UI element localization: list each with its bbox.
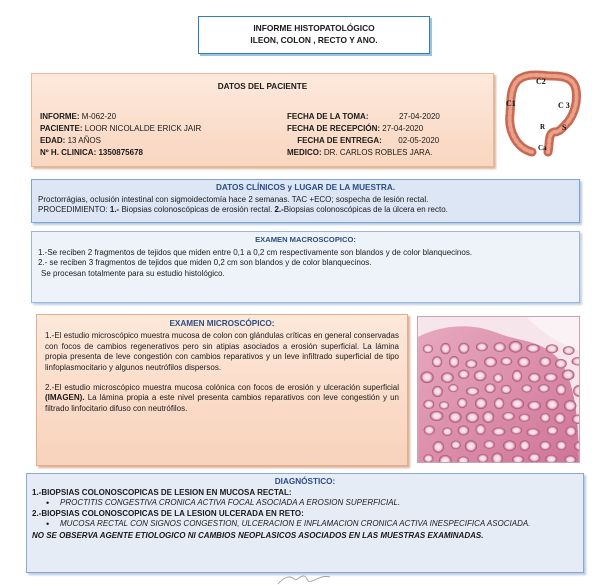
microscopic-header: EXAMEN MICROSCÓPICO:	[169, 319, 275, 328]
hclinica-label: Nº H. CLINICA:	[40, 148, 97, 157]
crypt-gland	[449, 356, 459, 368]
fecha-recepcion-row	[287, 123, 440, 135]
medico-value: DR. CARLOS ROBLES JARA.	[323, 148, 433, 157]
crypt-gland	[501, 357, 513, 365]
crypt-gland	[503, 440, 516, 451]
crypt-gland	[564, 400, 576, 411]
crypt-gland	[563, 346, 575, 355]
hclinica-value: 1350875678	[98, 148, 143, 157]
crypt-gland	[554, 413, 565, 424]
crypt-gland	[526, 344, 540, 353]
crypt-gland	[430, 411, 444, 421]
crypt-gland	[465, 359, 477, 368]
diagram-label-c1: C1	[506, 99, 516, 108]
crypt-gland	[492, 427, 505, 435]
microscopic-p2-imagen: (IMAGEN).	[45, 393, 85, 403]
clinical-data-panel	[31, 179, 580, 223]
crypt-gland	[423, 400, 434, 409]
crypt-gland	[433, 441, 444, 453]
crypt-gland	[538, 384, 549, 392]
histology-image	[417, 316, 580, 463]
patient-info-left	[40, 111, 201, 159]
crypt-gland	[562, 369, 575, 380]
procedure-label: PROCEDIMIENTO:	[38, 205, 108, 214]
crypt-gland	[546, 344, 559, 353]
clinical-data-header: DATOS CLÍNICOS y LUGAR DE LA MUESTRA.	[215, 183, 396, 192]
diagnosis-item-1-list	[32, 498, 578, 509]
crypt-gland	[458, 370, 469, 379]
crypt-gland	[501, 385, 512, 394]
fecha-entrega-value: 02-05-2020	[398, 136, 440, 145]
crypt-gland	[528, 401, 541, 411]
crypt-gland	[466, 387, 479, 395]
crypt-gland	[540, 441, 551, 450]
procedure-2-text: Biopsias colonoscópicas de la úlcera en recto.	[283, 205, 448, 214]
diagram-label-r: R	[540, 123, 546, 131]
macroscopic-line-2: 2.- se reciben 3 fragmentos de tejidos que miden 0,2 cm son blandos y de color blanquecinos.	[38, 258, 372, 267]
diagnosis-final-note: NO SE OBSERVA AGENTE ETIOLOGICO NI CAMBIOS NEOPLASICOS ASOCIADOS EN LAS MUESTRAS EXAMINADAS.	[32, 530, 484, 540]
microscopic-paragraph-1: 1.-El estudio microscópico muestra mucosa de colon con glándulas críticas en general conservadas con focos de cambios regenerativos pero sin atipias asociados a erosión superficial. La lámina propia presenta de leve congestión con cambios reparativos y un leve infiltrado superficial de tipo linfoplasmocitario y algunos neutrófilos dispersos.	[45, 331, 399, 372]
crypt-gland	[566, 426, 577, 436]
diagram-label-s: S	[562, 123, 567, 132]
crypt-gland	[502, 412, 515, 421]
crypt-gland	[544, 373, 557, 382]
fecha-toma-row	[287, 111, 440, 123]
crypt-gland	[441, 372, 454, 382]
medico-row	[287, 147, 440, 159]
crypt-gland	[493, 373, 503, 382]
informe-label: INFORME:	[40, 112, 80, 121]
fecha-recepcion-value: 27-04-2020	[382, 124, 424, 133]
colon-anatomy-diagram	[502, 66, 584, 162]
paciente-label: PACIENTE:	[40, 124, 83, 133]
crypt-gland	[509, 341, 523, 353]
clinical-text: Proctorrágias, oclusión intestinal con sigmoidectomía hace 2 semanas. TAC +ECO; sospecha de lesión rectal.	[38, 194, 429, 204]
crypt-gland	[494, 398, 504, 409]
crypt-gland	[555, 359, 567, 369]
patient-info-right	[287, 111, 440, 159]
macroscopic-line-3: Se procesan totalmente para su estudio histológico.	[41, 268, 225, 278]
crypt-gland	[528, 453, 540, 462]
crypt-gland	[440, 343, 450, 354]
colon-shape	[510, 75, 577, 152]
crypt-gland	[547, 426, 558, 435]
microscopic-paragraph-2	[45, 383, 399, 414]
fecha-toma-value: 27-04-2020	[398, 112, 440, 121]
hclinica-row	[40, 147, 201, 159]
crypt-gland	[424, 425, 435, 435]
diagram-label-ca: Ca	[538, 144, 547, 152]
medico-label: MEDICO:	[287, 148, 322, 157]
diagnosis-item-2-bullet: • MUCOSA RECTAL CON SIGNOS CONGESTION, ULCERACION E INFLAMACION CRONICA ACTIVA INESPECIFICA ASOCIADA.	[46, 519, 578, 530]
report-subtitle: ILEON, COLON , RECTO Y ANO.	[250, 35, 378, 45]
crypt-gland	[518, 357, 531, 367]
crypt-gland	[466, 412, 479, 423]
crypt-gland	[482, 411, 494, 423]
informe-value: M-062-20	[81, 112, 117, 121]
macroscopic-header: EXAMEN MACROSCOPICO:	[255, 235, 356, 244]
paciente-value: LOOR NICOLALDE ERICK JAIR	[84, 124, 202, 133]
informe-row	[40, 111, 201, 123]
macroscopic-exam-panel	[31, 231, 580, 303]
crypt-gland	[556, 441, 566, 450]
crypt-gland	[511, 426, 522, 434]
edad-row	[40, 135, 201, 147]
crypt-gland	[448, 384, 458, 392]
crypt-gland	[522, 385, 533, 393]
crypt-gland	[526, 428, 539, 436]
crypt-gland	[457, 398, 467, 408]
report-title-box	[198, 16, 430, 54]
crypt-gland	[458, 425, 469, 435]
crypt-gland	[458, 343, 469, 354]
procedure-1-text: Biopsias colonoscópicas de erosión rectal.	[121, 205, 273, 214]
microscopic-p2-text: 2.-El estudio microscópico muestra mucosa colónica con focos de erosión y ulceración superficial	[45, 383, 399, 393]
diagnosis-header: DIAGNÓSTICO:	[274, 477, 336, 486]
fecha-recepcion-label: FECHA DE RECEPCIÓN:	[287, 124, 381, 133]
crypt-gland	[442, 427, 452, 436]
crypt-gland	[474, 370, 487, 381]
crypt-gland	[494, 342, 506, 352]
patient-data-panel	[31, 73, 494, 167]
edad-label: EDAD:	[40, 136, 66, 145]
crypt-gland	[423, 454, 433, 462]
crypt-gland	[539, 357, 551, 367]
microscopic-exam-panel	[36, 314, 408, 466]
procedure-1-label: 1.-	[109, 205, 120, 214]
crypt-gland	[449, 412, 462, 423]
fecha-entrega-label: FECHA DE ENTREGA:	[297, 136, 382, 145]
crypt-gland	[439, 401, 449, 409]
edad-value: 13 AÑOS	[67, 136, 101, 145]
crypt-gland	[485, 383, 496, 393]
diagnosis-item-2-title: 2.-BIOPSIAS COLONOSCOPICAS DE LA LESION ULCERADA EN RETO:	[32, 508, 304, 518]
macroscopic-line-1: 1.-Se reciben 2 fragmentos de tejidos que miden entre 0,1 a 0,2 cm respectivamente son blandos y de color blanquecinos.	[38, 247, 473, 257]
crypt-gland	[512, 370, 522, 382]
diagnosis-item-1-bullet: • PROCTITIS CONGESTIVA CRONICA ACTIVA FOCAL ASOCIADA A EROSION SUPERFICIAL.	[46, 498, 578, 509]
crypt-gland	[511, 399, 524, 410]
procedure-2-label: 2.-	[274, 205, 284, 214]
crypt-gland	[476, 424, 486, 435]
crypt-gland	[484, 357, 497, 367]
crypt-gland	[520, 440, 530, 451]
crypt-gland	[477, 454, 488, 463]
crypt-gland	[540, 413, 550, 422]
signature-mark	[270, 573, 340, 585]
diagnosis-item-2-list	[32, 519, 578, 530]
crypt-gland	[476, 342, 488, 351]
crypt-gland	[423, 344, 433, 353]
procedure-line	[38, 205, 573, 216]
report-title: INFORME HISTOPATOLÓGICO	[253, 23, 375, 33]
diagnosis-panel	[26, 473, 584, 573]
diagnosis-item-1-title: 1.-BIOPSIAS COLONOSCOPICAS DE LESION EN MUCOSA RECTAL:	[32, 487, 292, 497]
microscopic-p2-rest: La lámina propia a este nivel presenta cambios reparativos con leve congestión y un filtrado linfocitario difuso con neutrófilos.	[45, 393, 399, 413]
fecha-toma-label: FECHA DE LA TOMA:	[287, 112, 369, 121]
crypt-gland	[451, 441, 461, 450]
crypt-gland	[420, 371, 433, 383]
crypt-gland	[465, 440, 477, 452]
crypt-gland	[528, 373, 540, 383]
crypt-gland	[432, 356, 442, 367]
patient-data-header: DATOS DEL PACIENTE	[217, 82, 308, 91]
crypt-gland	[519, 414, 530, 422]
diagram-label-c3: C 3	[558, 101, 570, 110]
crypt-gland	[556, 384, 566, 395]
diagram-label-c2: C2	[536, 77, 546, 86]
paciente-row	[40, 123, 201, 135]
crypt-gland	[484, 440, 495, 449]
crypt-gland	[432, 386, 443, 397]
crypt-gland	[546, 399, 559, 411]
fecha-entrega-row	[287, 135, 440, 147]
crypt-gland	[475, 398, 487, 409]
